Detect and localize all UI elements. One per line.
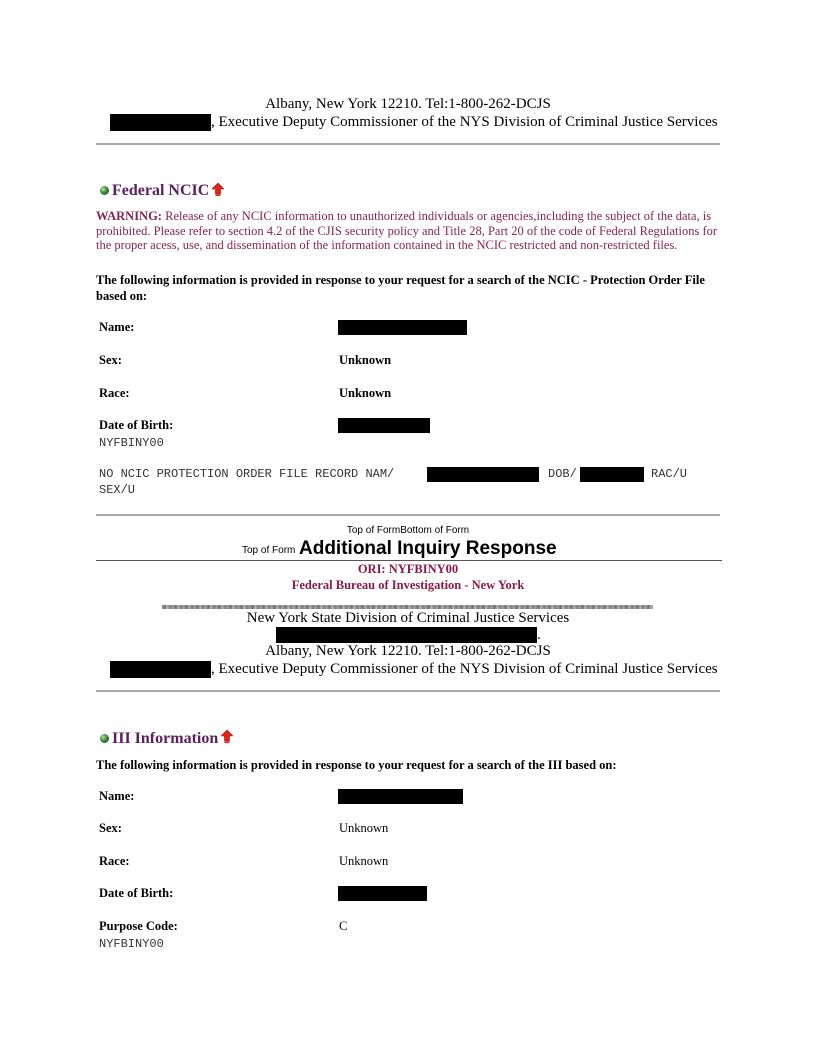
header1-commissioner-title: , Executive Deputy Commissioner of the NYS Division of Criminal Justice Services — [211, 114, 718, 130]
section-title-iii-information: III Information — [112, 730, 219, 747]
additional-inquiry-title: Additional Inquiry Response — [299, 538, 557, 559]
iii-race-value: Unknown — [339, 854, 389, 868]
warning-label: WARNING: — [96, 209, 162, 223]
form-marker-top-bottom: Top of FormBottom of Form — [346, 525, 470, 536]
iii-purpose-code-value: C — [339, 919, 348, 933]
back-to-top-arrow-icon[interactable] — [212, 183, 224, 196]
redacted-name — [338, 789, 463, 804]
redacted-dob — [338, 418, 430, 433]
redacted-commissioner-name — [110, 661, 211, 678]
iii-sex-label: Sex: — [99, 821, 122, 835]
green-bullet-icon — [100, 186, 109, 195]
form-marker-top: Top of Form — [242, 545, 296, 556]
ncic-race-value: Unknown — [339, 386, 392, 400]
ncic-name-label: Name: — [99, 320, 135, 334]
ncic-intro: The following information is provided in response to your request for a search of the NCIC - Protection Order File based on: — [96, 273, 705, 303]
decorative-banner-strip — [162, 605, 653, 609]
redacted-record-dob — [580, 467, 644, 482]
iii-race-label: Race: — [99, 854, 130, 868]
title-underline — [96, 560, 722, 561]
redacted-name — [338, 320, 467, 335]
ncic-race-label: Race: — [99, 386, 130, 400]
green-bullet-icon — [100, 734, 109, 743]
redacted-dob — [338, 886, 427, 901]
header2-address: Albany, New York 12210. Tel:1-800-262-DCJS — [265, 643, 551, 659]
ori-line: ORI: NYFBINY00 — [357, 562, 459, 576]
ncic-record-line-rac: RAC/U — [651, 467, 688, 481]
divider — [96, 514, 720, 516]
redacted-division-address — [276, 627, 537, 643]
section-title-federal-ncic: Federal NCIC — [112, 182, 210, 199]
ncic-record-line-nam: NO NCIC PROTECTION ORDER FILE RECORD NAM/ — [99, 467, 395, 481]
iii-sex-value: Unknown — [339, 821, 389, 835]
iii-name-label: Name: — [99, 789, 135, 803]
ncic-sex-label: Sex: — [99, 353, 122, 367]
ncic-sex-value: Unknown — [339, 353, 392, 367]
header2-period: . — [537, 627, 541, 643]
header2-division: New York State Division of Criminal Justice Services — [246, 610, 570, 626]
redacted-record-name — [427, 467, 539, 482]
divider — [96, 690, 720, 692]
iii-dob-label: Date of Birth: — [99, 886, 174, 900]
iii-ori-code: NYFBINY00 — [99, 937, 164, 951]
agency-line: Federal Bureau of Investigation - New York — [291, 578, 525, 592]
ncic-dob-label: Date of Birth: — [99, 418, 174, 432]
header1-address: Albany, New York 12210. Tel:1-800-262-DCJS — [265, 96, 551, 112]
ncic-record-line-dob: DOB/ — [548, 467, 577, 481]
iii-purpose-code-label: Purpose Code: — [99, 919, 178, 933]
divider — [96, 143, 720, 145]
header2-commissioner-title: , Executive Deputy Commissioner of the NYS Division of Criminal Justice Services — [211, 661, 718, 677]
ncic-record-line-sex: SEX/U — [99, 483, 136, 497]
back-to-top-arrow-icon[interactable] — [221, 730, 233, 743]
ncic-ori-code: NYFBINY00 — [99, 436, 164, 450]
iii-intro: The following information is provided in response to your request for a search of the III based on: — [96, 758, 617, 772]
warning-text: Release of any NCIC information to unauthorized individuals or agencies,including the subject of the data, is prohibited. Please refer to section 4.2 of the CJIS security policy and Title 28, Part 20 of the code of Federal Regulations for the proper acess, use, and dissemination of the information contained in the NCIC restricted and non-restricted files. — [96, 209, 718, 252]
ncic-warning — [96, 209, 720, 253]
redacted-commissioner-name — [110, 114, 211, 131]
